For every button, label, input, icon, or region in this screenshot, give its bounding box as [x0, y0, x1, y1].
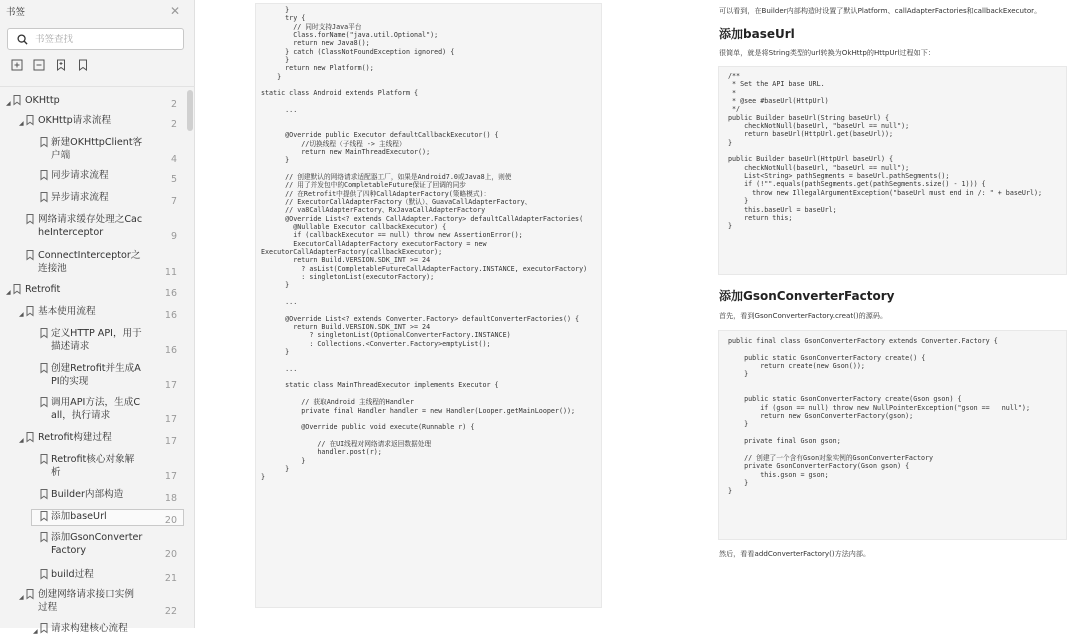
sidebar-bookmark-item[interactable] [0, 214, 186, 242]
section-heading: 添加GsonConverterFactory [719, 289, 895, 303]
collapse-all-icon[interactable] [31, 58, 47, 72]
bookmark-search-box[interactable] [7, 28, 184, 50]
bookmark-flag-icon [40, 489, 48, 504]
sidebar-bookmark-item[interactable] [0, 623, 186, 636]
bookmark-flag-icon [40, 192, 48, 207]
sidebar-title: 书签 [6, 7, 26, 18]
bookmark-flag-icon [26, 432, 34, 447]
bookmark-label: OKHttp请求流程 [38, 115, 112, 126]
bookmark-label: 定义HTTP API，用于 描述请求 [51, 328, 142, 352]
bookmark-flag-icon [26, 214, 34, 229]
bookmark-flag-icon [40, 511, 48, 526]
bookmark-page-number: 2 [170, 119, 177, 130]
bookmark-page-number: 16 [164, 310, 177, 321]
paragraph: 然后，看看addConverterFactory()方法内部。 [719, 549, 871, 558]
collapse-arrow-icon[interactable]: ◢ [6, 100, 11, 107]
sidebar-bookmark-item[interactable] [0, 511, 186, 524]
sidebar-bookmark-item[interactable] [0, 432, 186, 445]
bookmark-label: 基本使用流程 [38, 306, 96, 317]
bookmark-page-number: 11 [164, 266, 177, 278]
sidebar-bookmark-item[interactable] [0, 192, 186, 205]
bookmark-page-number: 20 [164, 548, 177, 560]
bookmark-label: Retrofit [25, 284, 61, 295]
paragraph: 很简单，就是将String类型的url转换为OkHttp的HttpUrl过程如下： [719, 48, 935, 57]
paragraph: 首先，看到GsonConverterFactory.creat()的源码。 [719, 311, 888, 320]
sidebar-bookmark-item[interactable] [0, 569, 186, 582]
bookmark-flag-icon [40, 363, 48, 378]
code-block: public final class GsonConverterFactory extends Converter.Factory { public static GsonConverterFactory create() { return create(new Gson()); } public static GsonConverterFactory create(Gson gson) { if (gson == null) throw new NullPointerException("gson == null"); return new GsonConverterFactory(gson); } private final Gson gson; // 创建了一个含有Gson对象实例的GsonConverterFactory private GsonConverterFactory(Gson gson) { this.gson = gson; } } [718, 330, 1067, 540]
bookmark-label: 请求构建核心流程 [51, 623, 128, 634]
bookmark-flag-icon [26, 115, 34, 130]
bookmark-flag-icon [40, 137, 48, 152]
bookmark-page-number: 17 [164, 436, 177, 447]
collapse-arrow-icon[interactable]: ◢ [6, 289, 11, 296]
bookmark-label: 网络请求缓存处理之Cac heInterceptor [38, 214, 143, 238]
bookmark-flag-icon [26, 306, 34, 321]
bookmark-flag-icon [40, 532, 48, 547]
bookmark-page-number: 22 [164, 605, 177, 617]
expand-all-icon[interactable] [9, 58, 25, 72]
bookmark-label: Builder内部构造 [51, 489, 124, 500]
sidebar-bookmark-item[interactable] [0, 589, 186, 617]
bookmark-flag-icon [40, 328, 48, 343]
sidebar-bookmark-item[interactable] [0, 328, 186, 356]
bookmark-label: 新建OKHttpClient客 户端 [51, 137, 143, 161]
sidebar-bookmark-item[interactable] [0, 250, 186, 278]
bookmark-label: 调用API方法，生成C all，执行请求 [51, 397, 141, 421]
bookmark-page-number: 21 [164, 573, 177, 584]
bookmark-flag-icon [40, 623, 48, 638]
bookmark-flag-icon [40, 569, 48, 584]
sidebar-scrollbar[interactable] [187, 90, 193, 131]
paragraph: 可以看到，在Builder内部构造时设置了默认Platform、callAdapterFactories和callbackExecutor。 [719, 6, 1042, 15]
bookmark-label: 添加baseUrl [51, 511, 107, 522]
bookmark-page-number: 20 [164, 515, 177, 526]
sidebar-bookmark-item[interactable] [0, 489, 186, 502]
sidebar-bookmark-item[interactable] [0, 454, 186, 482]
search-icon [17, 34, 28, 45]
bookmark-sidebar [0, 0, 195, 635]
bookmark-page-number: 16 [164, 344, 177, 356]
bookmark-page-number: 2 [170, 99, 177, 110]
bookmark-page-number: 18 [164, 493, 177, 504]
bookmark-flag-icon [26, 589, 34, 604]
bookmark-flag-icon [40, 454, 48, 469]
sidebar-toolbar [0, 50, 194, 72]
sidebar-bookmark-item[interactable] [0, 306, 186, 319]
bookmark-flag-icon [13, 284, 21, 299]
bookmark-flag-icon [40, 170, 48, 185]
bookmark-flag-icon [13, 95, 21, 110]
section-heading: 添加baseUrl [719, 27, 795, 41]
collapse-arrow-icon[interactable]: ◢ [33, 628, 38, 635]
sidebar-bookmark-item[interactable] [0, 532, 186, 560]
bookmark-label: Retrofit构建过程 [38, 432, 112, 443]
sidebar-divider [0, 86, 195, 87]
bookmark-search-input[interactable] [35, 34, 165, 45]
bookmark-page-number: 16 [164, 288, 177, 299]
code-block: } try { // 同时支持Java平台 Class.forName("java.util.Optional"); return new Java8(); } catch (ClassNotFoundException ignored) { } return new Platform(); } static class Android extends Platform { ... @Override public Executor defaultCallbackExecutor() { //切换线程（子线程 -> 主线程） return new MainThreadExecutor(); } // 创建默认的网络请求适配器工厂，如果是Android7.0或Java8上，则使 // 用了并发包中的CompletableFuture保证了回调的同步 // 在Retrofit中提供了四种CallAdapterFactory(策略模式)： // ExecutorCallAdapterFactory（默认）、GuavaCallAdapterFactory、 // va8CallAdapterFactory、RxJavaCallAdapterFactory @Override List<? extends CallAdapter.Factory> defaultCallAdapterFactories( @Nullable Executor callbackExecutor) { if (callbackExecutor == null) throw new AssertionError(); ExecutorCallAdapterFactory executorFactory = new ExecutorCallAdapterFactory(callbackExecutor); return Build.VERSION.SDK_INT >= 24 ? asList(CompletableFutureCallAdapterFactory.INSTANCE, executorFactory) : singletonList(executorFactory); } ... @Override List<? extends Converter.Factory> defaultConverterFactories() { return Build.VERSION.SDK_INT >= 24 ? singletonList(OptionalConverterFactory.INSTANCE) : Collections.<Converter.Factory>emptyList(); } ... static class MainThreadExecutor implements Executor { // 获取Android 主线程的Handler private final Handler handler = new Handler(Looper.getMainLooper()); @Override public void execute(Runnable r) { // 在UI线程对网络请求返回数据处理 handler.post(r); } } } [255, 3, 602, 608]
close-icon[interactable]: ✕ [169, 4, 180, 18]
bookmark-page-number: 7 [170, 196, 177, 207]
bookmark-label: 创建Retrofit并生成A PI的实现 [51, 363, 141, 387]
bookmark-page-number: 9 [170, 230, 177, 242]
bookmark-label: 异步请求流程 [51, 192, 109, 203]
bookmark-label: build过程 [51, 569, 94, 580]
bookmark-label: 添加GsonConverter Factory [51, 532, 143, 556]
sidebar-header [0, 0, 194, 22]
bookmark-label: 创建网络请求接口实例 过程 [38, 589, 134, 613]
bookmark-label: OKHttp [25, 95, 60, 106]
bookmark-page-number: 4 [170, 153, 177, 165]
bookmark-page-number: 5 [170, 174, 177, 185]
bookmark-label: 同步请求流程 [51, 170, 109, 181]
document-page-area [196, 0, 1080, 628]
bookmark-label: ConnectInterceptor之 连接池 [38, 250, 141, 274]
sidebar-bookmark-item[interactable] [0, 95, 186, 108]
bookmark-flag-icon [40, 397, 48, 412]
sidebar-bookmark-item[interactable] [0, 284, 186, 297]
sidebar-bookmark-item[interactable] [0, 115, 186, 128]
bookmark-page-number: 17 [164, 379, 177, 391]
sidebar-bookmark-item[interactable] [0, 137, 186, 165]
bookmark-page-number: 17 [164, 470, 177, 482]
bookmark-label: Retrofit核心对象解 析 [51, 454, 135, 478]
bookmark-icon[interactable] [75, 58, 91, 72]
bookmark-page-number: 17 [164, 413, 177, 425]
collapse-arrow-icon[interactable]: ◢ [19, 594, 24, 601]
bookmark-flag-icon [26, 250, 34, 265]
add-bookmark-icon[interactable] [53, 58, 69, 72]
collapse-arrow-icon[interactable]: ◢ [19, 437, 24, 444]
collapse-arrow-icon[interactable]: ◢ [19, 120, 24, 127]
collapse-arrow-icon[interactable]: ◢ [19, 311, 24, 318]
sidebar-bookmark-item[interactable] [0, 397, 186, 425]
sidebar-bookmark-item[interactable] [0, 363, 186, 391]
sidebar-bookmark-item[interactable] [0, 170, 186, 183]
code-block: /** * Set the API base URL. * * @see #baseUrl(HttpUrl) */ public Builder baseUrl(String baseUrl) { checkNotNull(baseUrl, "baseUrl == null"); return baseUrl(HttpUrl.get(baseUrl)); } public Builder baseUrl(HttpUrl baseUrl) { checkNotNull(baseUrl, "baseUrl == null"); List<String> pathSegments = baseUrl.pathSegments(); if (!"".equals(pathSegments.get(pathSegments.size() - 1))) { throw new IllegalArgumentException("baseUrl must end in /: " + baseUrl); } this.baseUrl = baseUrl; return this; } [718, 66, 1067, 275]
